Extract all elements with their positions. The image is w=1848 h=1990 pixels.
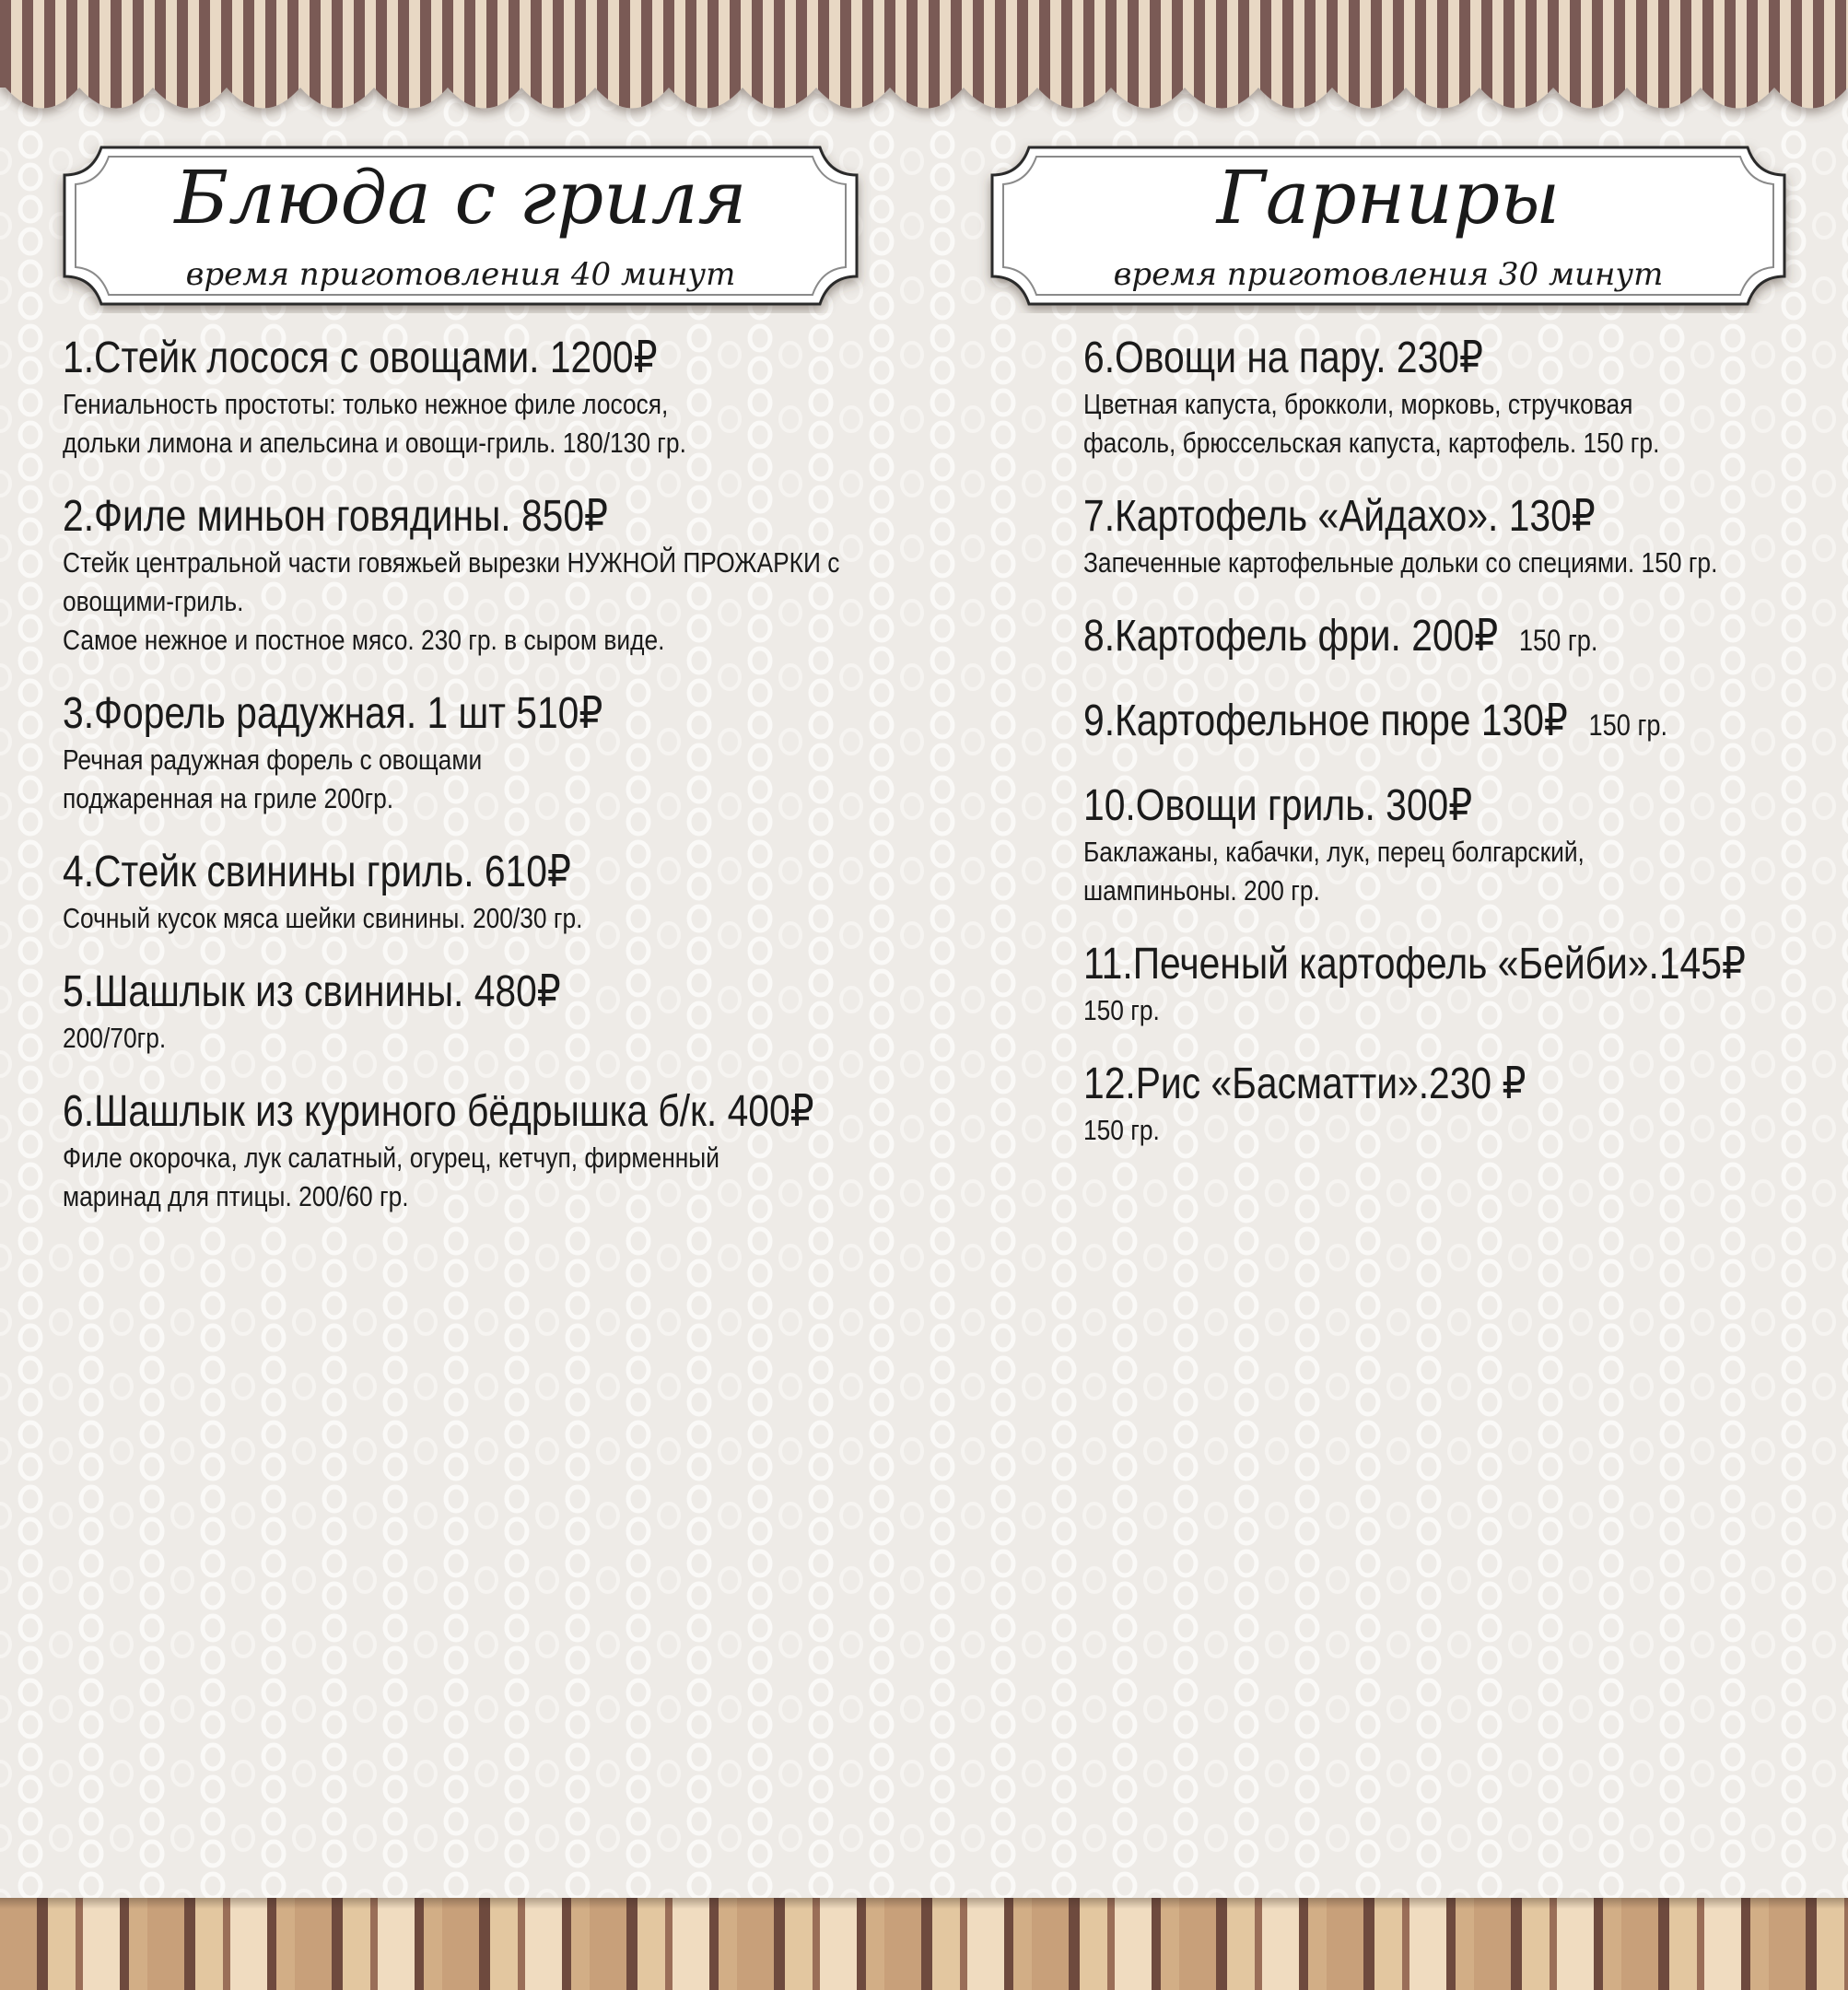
item-title: 8.Картофель фри. 200₽	[1083, 612, 1499, 661]
menu-item	[63, 490, 947, 660]
menu-item	[63, 687, 947, 818]
item-description: Сочный кусок мяса шейки свинины. 200/30 гр.	[63, 902, 583, 934]
grill-title: Блюда с гриля	[174, 155, 747, 240]
item-description: Филе окорочка, лук салатный, огурец, кетчуп, фирменный маринад для птицы. 200/60 гр.	[63, 1141, 719, 1212]
item-description: Речная радужная форель с овощами поджаренная на гриле 200гр.	[63, 743, 483, 814]
item-name: 2.Филе миньон говядины. 850₽	[63, 492, 608, 541]
item-description: 150 гр.	[1083, 994, 1160, 1026]
menu-item	[1083, 490, 1839, 582]
item-name	[1083, 610, 1725, 667]
grill-subtitle: время приготовления 40 минут	[185, 256, 736, 293]
item-title: 6.Овощи на пару. 230₽	[1083, 334, 1483, 382]
menu-item	[1083, 610, 1839, 667]
item-name	[1083, 779, 1725, 833]
item-name	[1083, 1058, 1725, 1111]
grill-header-plaque	[46, 138, 875, 313]
item-name	[1083, 695, 1725, 752]
item-name: 6.Шашлык из куриного бёдрышка б/к. 400₽	[63, 1087, 814, 1136]
menu-item	[1083, 695, 1839, 752]
item-title: 9.Картофельное пюре 130₽	[1083, 696, 1568, 745]
item-weight: 150 гр.	[1588, 708, 1668, 742]
sides-subtitle: время приготовления 30 минут	[1113, 256, 1664, 293]
item-description: 150 гр.	[1083, 1114, 1160, 1146]
menu-item	[63, 846, 947, 938]
item-description: Баклажаны, кабачки, лук, перец болгарский, шампиньоны. 200 гр.	[1083, 836, 1585, 907]
item-description: Гениальность простоты: только нежное филе лосося, дольки лимона и апельсина и овощи-гриль. 180/130 гр.	[63, 388, 686, 459]
item-name: 4.Стейк свинины гриль. 610₽	[63, 848, 571, 896]
grill-menu-list	[63, 332, 947, 1244]
awning	[0, 0, 1848, 138]
item-title: 12.Рис «Басматти».230 ₽	[1083, 1059, 1526, 1108]
item-name: 3.Форель радужная. 1 шт 510₽	[63, 689, 603, 738]
item-description: 200/70гр.	[63, 1022, 167, 1054]
item-weight: 150 гр.	[1518, 624, 1598, 657]
bottom-stripe-border	[0, 1898, 1848, 1990]
sides-title: Гарниры	[1216, 155, 1561, 240]
item-name: 5.Шашлык из свинины. 480₽	[63, 967, 561, 1016]
menu-item	[1083, 332, 1839, 462]
menu-item	[1083, 1058, 1839, 1150]
item-description: Запеченные картофельные дольки со специями. 150 гр.	[1083, 546, 1718, 579]
item-title: 7.Картофель «Айдахо». 130₽	[1083, 492, 1596, 541]
menu-item	[63, 332, 947, 462]
item-title: 11.Печеный картофель «Бейби».145₽	[1083, 940, 1746, 989]
item-title: 10.Овощи гриль. 300₽	[1083, 781, 1473, 830]
menu-item	[1083, 938, 1839, 1030]
item-name	[1083, 332, 1725, 385]
sides-menu-list	[1083, 332, 1839, 1177]
item-name	[1083, 490, 1725, 544]
menu-item	[63, 1085, 947, 1216]
item-description: Цветная капуста, брокколи, морковь, стручковая фасоль, брюссельская капуста, картофель. 150 гр.	[1083, 388, 1660, 459]
menu-item	[1083, 779, 1839, 910]
sides-header-plaque	[974, 138, 1803, 313]
item-name	[1083, 938, 1746, 991]
item-description: Стейк центральной части говяжьей вырезки НУЖНОЙ ПРОЖАРКИ с овощими-гриль. Самое нежное и постное мясо. 230 гр. в сыром виде.	[63, 546, 840, 656]
item-name: 1.Стейк лосося с овощами. 1200₽	[63, 334, 658, 382]
menu-item	[63, 966, 947, 1058]
